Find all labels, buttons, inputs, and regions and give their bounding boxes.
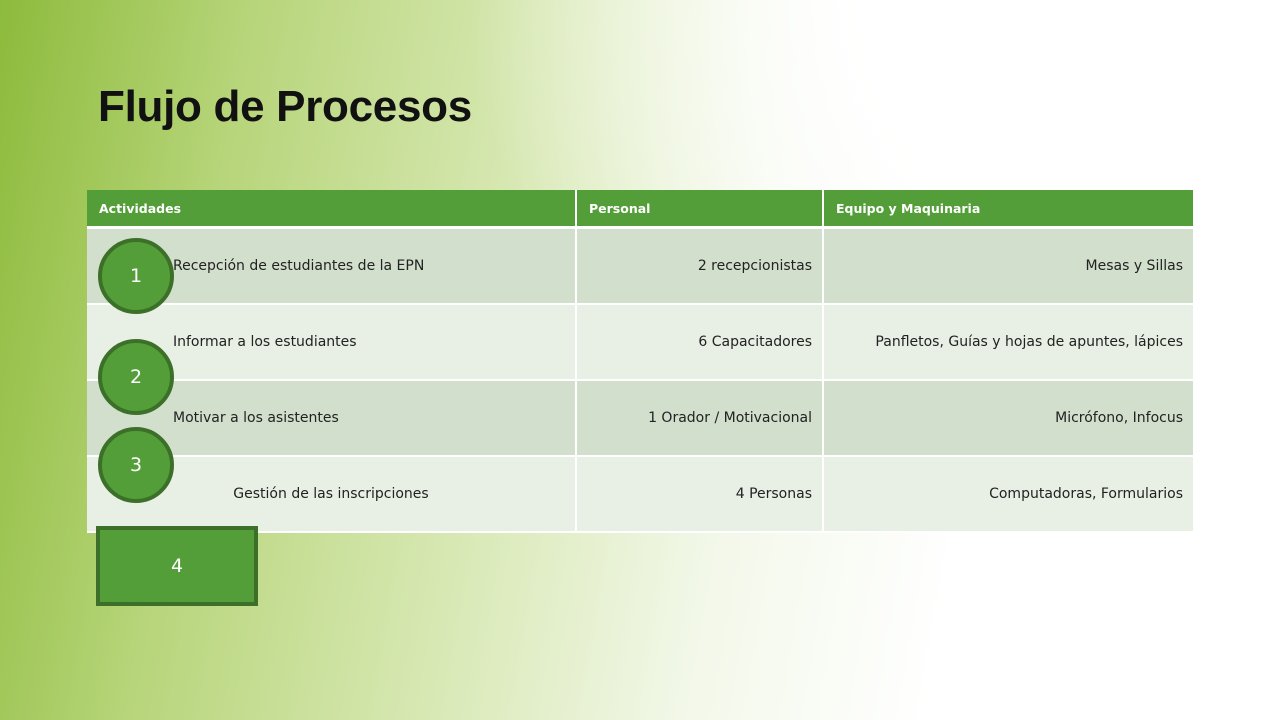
cell-personal: 6 Capacitadores [576,304,823,380]
cell-actividad: Recepción de estudiantes de la EPN [87,228,576,305]
table-row [87,304,1193,380]
table-row [87,380,1193,456]
cell-equipo: Panfletos, Guías y hojas de apuntes, lápices [823,304,1193,380]
header-personal: Personal [576,190,823,228]
table-header-row [87,190,1193,228]
table-row [87,228,1193,305]
step-2-circle: 2 [98,339,174,415]
cell-personal: 2 recepcionistas [576,228,823,305]
step-4-box: 4 [96,526,258,606]
process-table [87,190,1193,533]
cell-personal: 1 Orador / Motivacional [576,380,823,456]
cell-equipo: Micrófono, Infocus [823,380,1193,456]
cell-actividad: Motivar a los asistentes [87,380,576,456]
step-1-circle: 1 [98,238,174,314]
table-row [87,456,1193,532]
cell-equipo: Mesas y Sillas [823,228,1193,305]
cell-personal: 4 Personas [576,456,823,532]
header-equipo: Equipo y Maquinaria [823,190,1193,228]
cell-actividad: Gestión de las inscripciones [87,456,576,532]
header-actividades: Actividades [87,190,576,228]
cell-actividad: Informar a los estudiantes [87,304,576,380]
cell-equipo: Computadoras, Formularios [823,456,1193,532]
step-3-circle: 3 [98,427,174,503]
page-title: Flujo de Procesos [98,82,472,131]
